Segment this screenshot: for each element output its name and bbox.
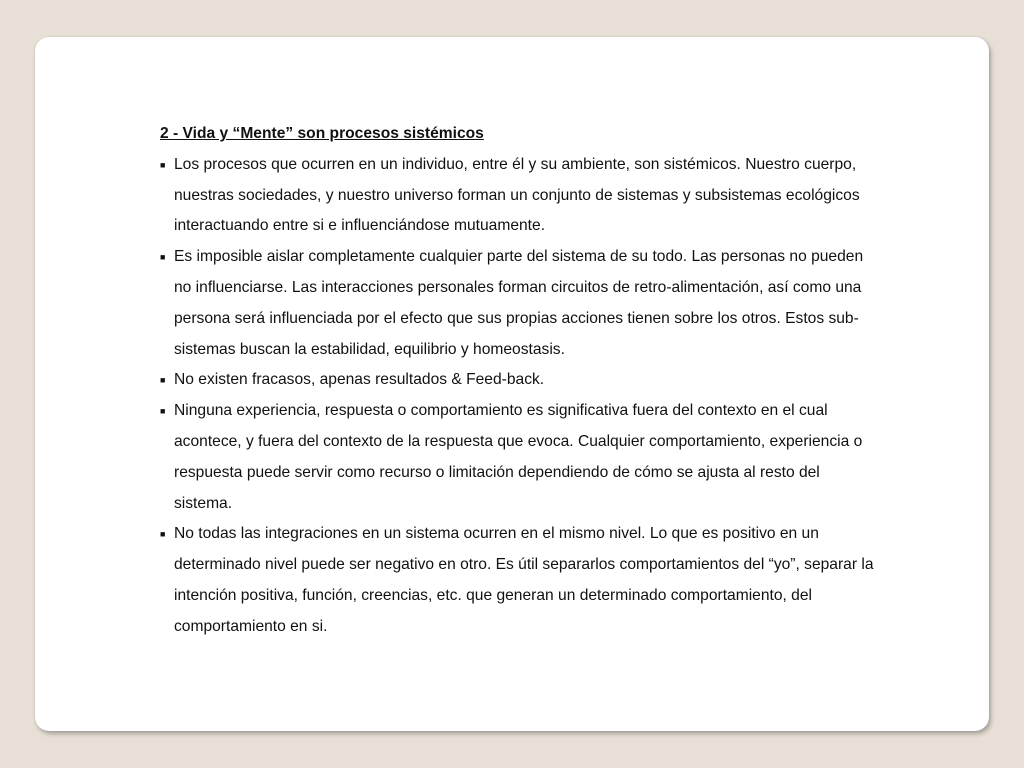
bullet-text: No existen fracasos, apenas resultados & Feed-back. [174,371,545,389]
square-bullet-icon: ■ [160,406,166,417]
square-bullet-icon: ■ [160,529,166,540]
square-bullet-icon: ■ [160,252,166,263]
bullet-item [160,396,880,519]
square-bullet-icon: ■ [160,375,166,386]
bullet-text: Ninguna experiencia, respuesta o comportamiento es significativa fuera del contexto en el cual acontece, y fuera del contexto de la respuesta que evoca. Cualquier comportamiento, experiencia o respuesta puede servir como recurso o limitación dependiendo de cómo se ajusta al resto del sistema. [174,402,863,512]
slide-heading: 2 - Vida y “Mente” son procesos sistémicos [160,125,484,142]
bullet-item [160,242,880,365]
bullet-text: No todas las integraciones en un sistema ocurren en el mismo nivel. Lo que es positivo en un determinado nivel puede ser negativo en otro. Es útil separarlos comportamientos del “yo”, separar la intención positiva, función, creencias, etc. que generan un determinado comportamiento, del comportamiento en si. [174,525,874,635]
slide-card [35,37,989,731]
square-bullet-icon: ■ [160,159,166,170]
bullet-list [160,150,880,643]
slide-content [160,119,880,643]
bullet-text: Los procesos que ocurren en un individuo, entre él y su ambiente, son sistémicos. Nuestro cuerpo, nuestras sociedades, y nuestro universo forman un conjunto de sistemas y subsistemas ecológicos interactuando entre si e influenciándose mutuamente. [174,155,860,235]
bullet-item [160,150,880,242]
bullet-text: Es imposible aislar completamente cualquier parte del sistema de su todo. Las personas no pueden no influenciarse. Las interacciones personales forman circuitos de retro-alimentación, así como una persona será influenciada por el efecto que sus propias acciones tienen sobre los otros. Estos sub-sistemas buscan la estabilidad, equilibrio y homeostasis. [174,248,864,358]
bullet-item [160,365,880,396]
bullet-item [160,519,880,642]
